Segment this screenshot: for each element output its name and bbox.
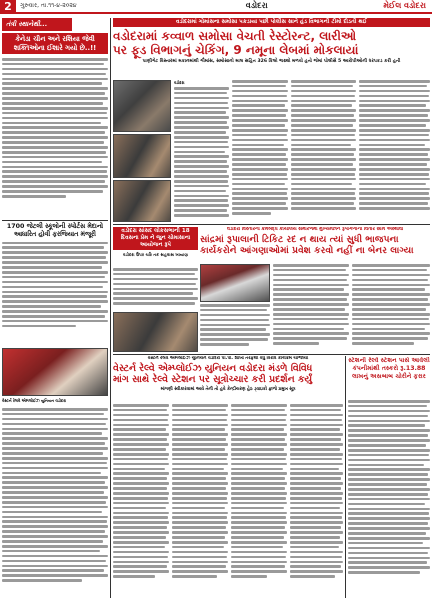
left-bottom-body xyxy=(2,408,108,598)
top-story-kicker: વડોદરામાં ગોમાંસના સમોસા પકડાયા પછી પોલીસ સાને હંડ વિભાગની ટીમો દોડતી થઈ xyxy=(113,18,430,27)
page-number: 2 xyxy=(0,0,16,13)
top-story-col-3 xyxy=(291,80,356,222)
school-story xyxy=(2,220,108,345)
editorial-body xyxy=(2,58,108,198)
mid-story-headline-2: કાર્યકરોને આંગણાઓમાં પ્રવેશ કરવો નહીં ના બેનર લાગ્યા xyxy=(200,245,414,256)
right-divider xyxy=(345,356,346,598)
bottom-story-kicker: વેસ્ટર્ન રેલવે એમ્પ્લોઈઝ યુનિયન વડોદરા પી.પી. શાખા તરફથી વધુ વિરોધ કાર્યક્રમ યોજાયો xyxy=(147,356,309,361)
mid-story-headline-1: સાંદ્રમાં રૂપાલાની ટિકિટ રદ ન થાય ત્યાં સુધી ભાજપના xyxy=(200,234,399,245)
top-story-byline: વડોદરા xyxy=(174,80,185,85)
samosa-photo-3 xyxy=(113,180,171,222)
school-headline: 1700 જેટલી સ્કૂલોની સ્પોર્ટસ મેદાનો આધારિત હોવી ફરજિયાત મંજૂરી xyxy=(6,223,104,238)
bottom-story-headline-1: વેસ્ટર્ન રેલ્વે એમ્પ્લોઈઝ યુનિયન વડોદરા મંડળે વિવિધ xyxy=(113,362,313,374)
top-story-col-4 xyxy=(359,80,430,222)
mid-right-col-0 xyxy=(200,304,270,352)
row-divider-2 xyxy=(113,354,430,355)
bottom-story-deck: માંગણી સ્વીકારવામાં આવે તેની તો હવે કેન્દ્રીયરણ હેઠ ડ્વાઇકો ફાળો પ્રમુખ સૂત્ર xyxy=(160,386,296,392)
bottom-story-header xyxy=(113,356,343,402)
bottom-story-col-1 xyxy=(113,404,169,598)
right-story-headline-2: કંપનીમાંથી તસ્કરો રૂ.13.88 xyxy=(352,364,426,372)
brand-name: મેઈલ વડોદરા xyxy=(383,1,426,10)
bottom-story-col-4 xyxy=(290,404,343,598)
right-story-body xyxy=(348,400,430,598)
top-story-col-2 xyxy=(232,80,288,222)
right-story-headline-1: સ્ટેશની રેલ્વે સ્ટેશન પાસે આવેલી xyxy=(348,357,430,364)
section-city: વડોદરા xyxy=(245,1,268,10)
top-story-headline-2: પર ફૂડ વિભાગનું ચેકિંગ, 9 નમૂના લેબમાં મોકલાયાં xyxy=(113,43,359,57)
samosa-photo-2 xyxy=(113,134,171,178)
mid-right-kicker: વડોદરા વિસ્તારના ક્રમબદ્ધ કાર્યાલય સમારંભમાં મુખ્યમંત્રિન રૂપાંગળાની વિતાર સામે અસ્થાવો xyxy=(226,227,404,232)
mid-right-header xyxy=(200,227,430,261)
protest-photo-left xyxy=(2,348,108,396)
masthead xyxy=(0,0,432,14)
row-divider-1 xyxy=(113,224,430,225)
left-photo-caption: વેસ્ટર્ન રેલવે એમ્પ્લોઈઝ યુનિયન વડોદરા xyxy=(2,398,67,403)
mid-left-sub: વડોદરા ઉપર ચરિ તક સહવાસ ખાયાણ xyxy=(123,252,188,257)
right-story-header xyxy=(348,357,430,397)
mid-left-body-top xyxy=(113,268,198,310)
samosa-photo-1 xyxy=(113,80,171,132)
right-story-headline-3: લાખનું અસબાબ ચોરીને ફરાર xyxy=(352,372,426,380)
column-divider xyxy=(110,18,111,598)
mid-right-col-2 xyxy=(352,264,430,352)
mid-left-header xyxy=(113,227,198,267)
editorial-tag: તંત્રી સ્થાનેથી... xyxy=(2,18,72,31)
bottom-story-headline-2: માંગ સાથે રેલ્વે સ્ટેશન પર સૂત્રોચ્ચાર કરી પ્રદર્શન કર્યું xyxy=(113,374,313,385)
mid-left-photo xyxy=(113,312,198,352)
mid-right-col-1 xyxy=(273,264,349,352)
top-story-deck: પાણીગેટ વિસ્તારમાં મકાનમાંથી ગૌમાંસ, સમોસાનો માલ સહિત 326 કિલો જથ્થો મળવો હતો જેમાં પોલીસે 5 આરોપીઓની ધરપકડ કરી હતી xyxy=(142,59,401,64)
school-body xyxy=(2,242,108,328)
issue-date: ગુરુવાર, તા.૧૧-૪-૨૦૨૪ xyxy=(20,2,77,9)
banner-photo xyxy=(200,264,270,302)
editorial-column xyxy=(2,18,108,218)
mid-left-kicker: વડોદરા સાંસદ લોકસભાની 18 દિવસના પ્રેમ ને જુન ચોમાસાના આયોજન રૂપે xyxy=(113,227,198,250)
bottom-story-col-2 xyxy=(172,404,228,598)
top-story-header xyxy=(113,18,430,78)
top-story-col-1 xyxy=(174,80,229,222)
editorial-headline: કેનેડા ચીન અને રશિયા જેવી શક્તિઓના ઈશારે ગયો છે..!! xyxy=(2,33,108,54)
bottom-story-col-3 xyxy=(231,404,287,598)
top-story-headline-1: વડોદરામાં કવ્વાળ સમોસા વેચતી રેસ્ટોરન્ટ, લારીઓ xyxy=(113,29,357,43)
